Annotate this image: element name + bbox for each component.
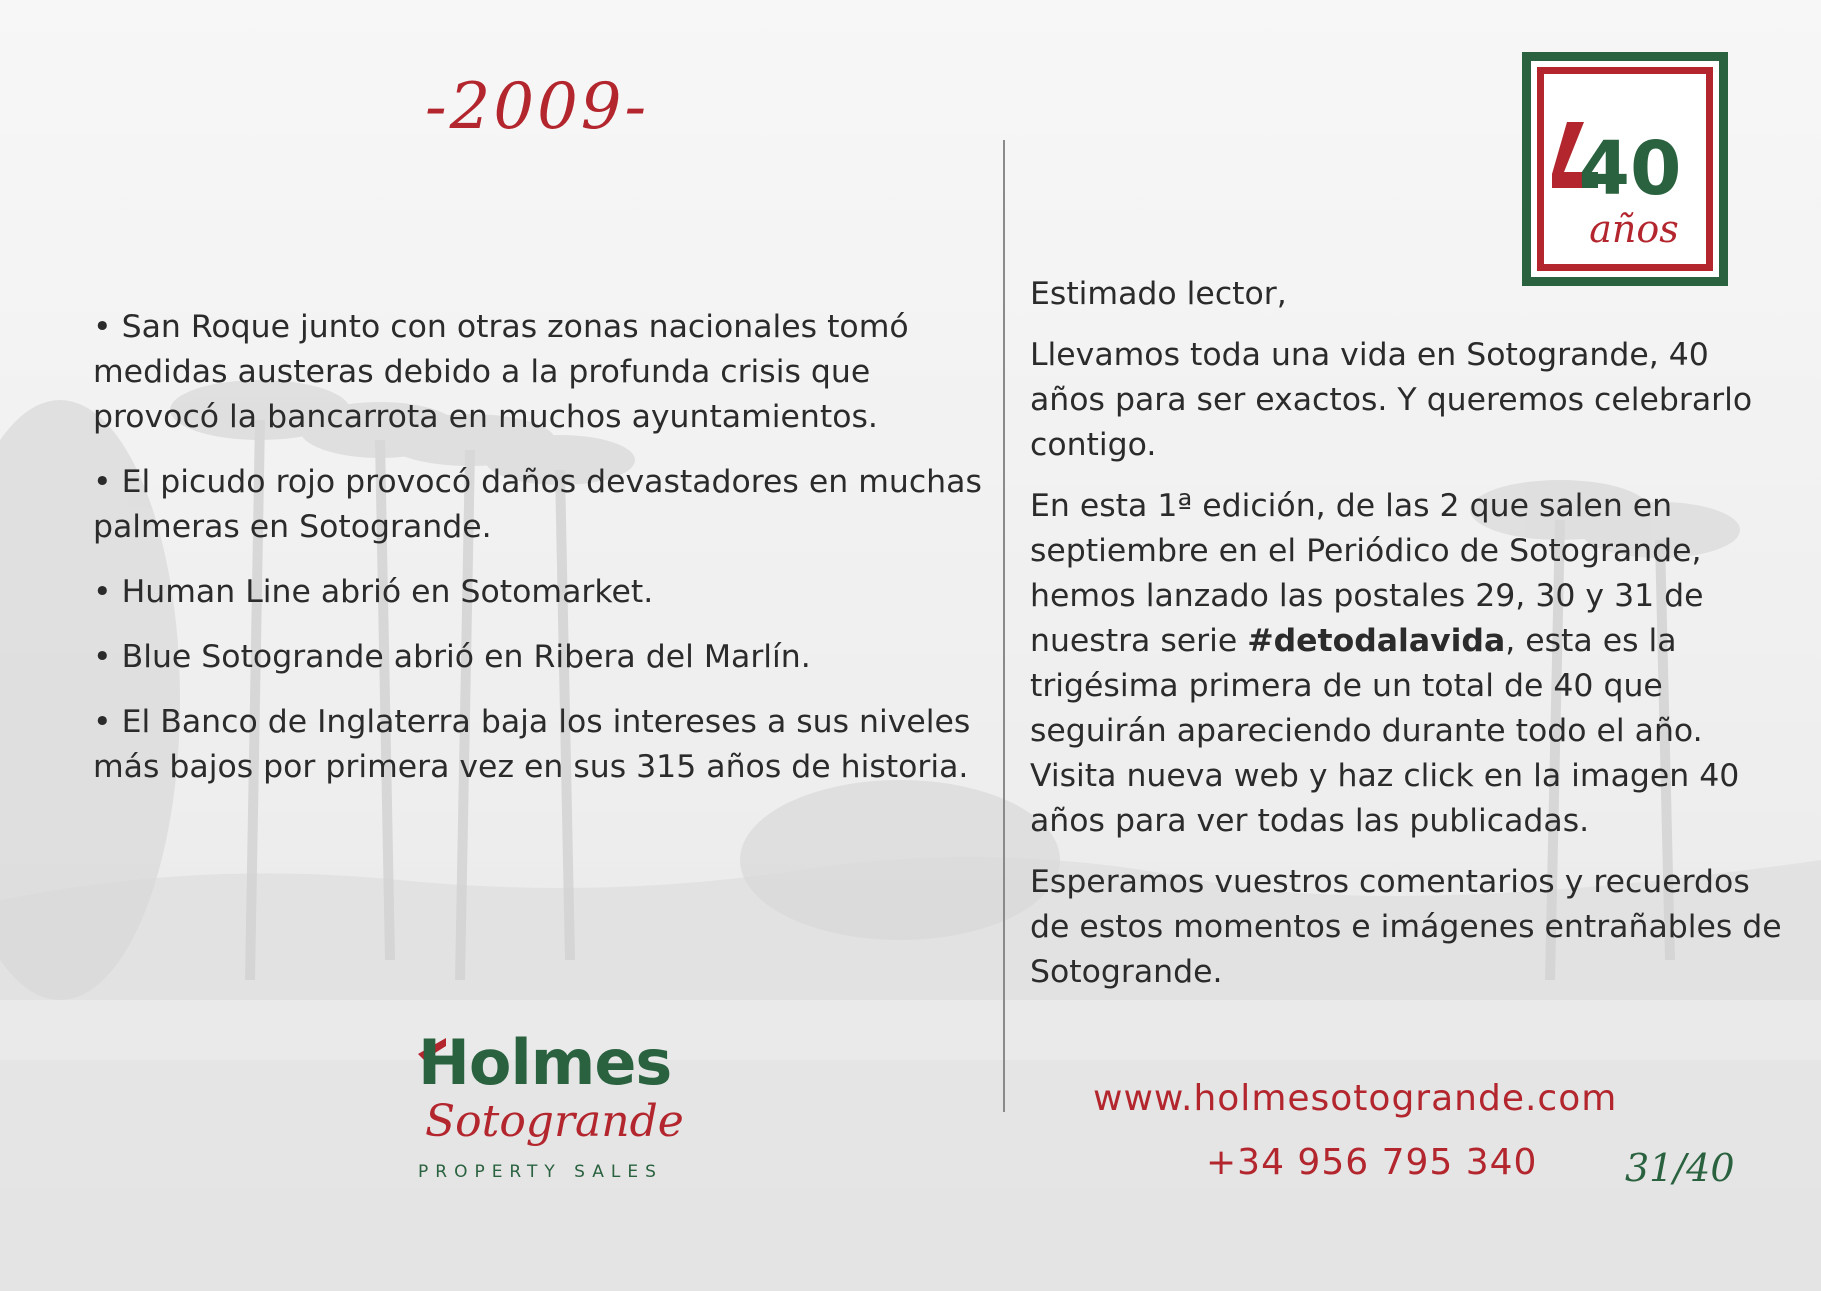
- letter-body: [1030, 272, 1790, 1011]
- letter-paragraph: Esperamos vuestros comentarios y recuerdos de estos momentos e imágenes entrañables de Sotogrande.: [1030, 864, 1782, 990]
- logo-tagline: PROPERTY SALES: [418, 1162, 663, 1182]
- column-divider: [1003, 140, 1005, 1112]
- phone-number: +34 956 795 340: [1206, 1142, 1538, 1183]
- year-heading: -2009-: [425, 70, 650, 144]
- letter-greeting: Estimado lector,: [1030, 276, 1287, 312]
- events-list: [93, 305, 993, 810]
- logo-brand: Holmes: [418, 1026, 672, 1099]
- list-item: • Blue Sotogrande abrió en Ribera del Marlín.: [93, 639, 811, 675]
- list-item: • El Banco de Inglaterra baja los intereses a sus niveles más bajos por primera vez en sus 315 años de historia.: [93, 704, 971, 785]
- letter-paragraph: Llevamos toda una vida en Sotogrande, 40 años para ser exactos. Y queremos celebrarlo contigo.: [1030, 337, 1753, 463]
- badge-label: años: [1589, 207, 1679, 251]
- paragraph-text: En esta 1ª edición, de las 2 que salen en septiembre en el Periódico de Sotogrande, hemos lanzado las postales 29, 30 y 31 de nuestra serie: [1030, 488, 1704, 659]
- anniversary-badge: [1522, 52, 1728, 286]
- badge-number: 40: [1578, 126, 1682, 212]
- list-item: • El picudo rojo provocó daños devastadores en muchas palmeras en Sotogrande.: [93, 464, 982, 545]
- list-item: • Human Line abrió en Sotomarket.: [93, 574, 654, 610]
- list-item: • San Roque junto con otras zonas nacionales tomó medidas austeras debido a la profunda crisis que provocó la bancarrota en muchos ayuntamientos.: [93, 309, 909, 435]
- website-link[interactable]: www.holmesotogrande.com: [1093, 1078, 1618, 1119]
- paragraph-text: , esta es la trigésima primera de un total de 40 que seguirán apareciendo durante todo el año. Visita nueva web y haz click en la imagen 40 años para ver todas las publicadas.: [1030, 623, 1740, 839]
- company-logo: [410, 1026, 684, 1184]
- logo-sub-brand: Sotogrande: [425, 1096, 684, 1147]
- hashtag: #detodalavida: [1247, 623, 1506, 659]
- page-number: 31/40: [1625, 1146, 1735, 1190]
- letter-paragraph: [1030, 484, 1790, 844]
